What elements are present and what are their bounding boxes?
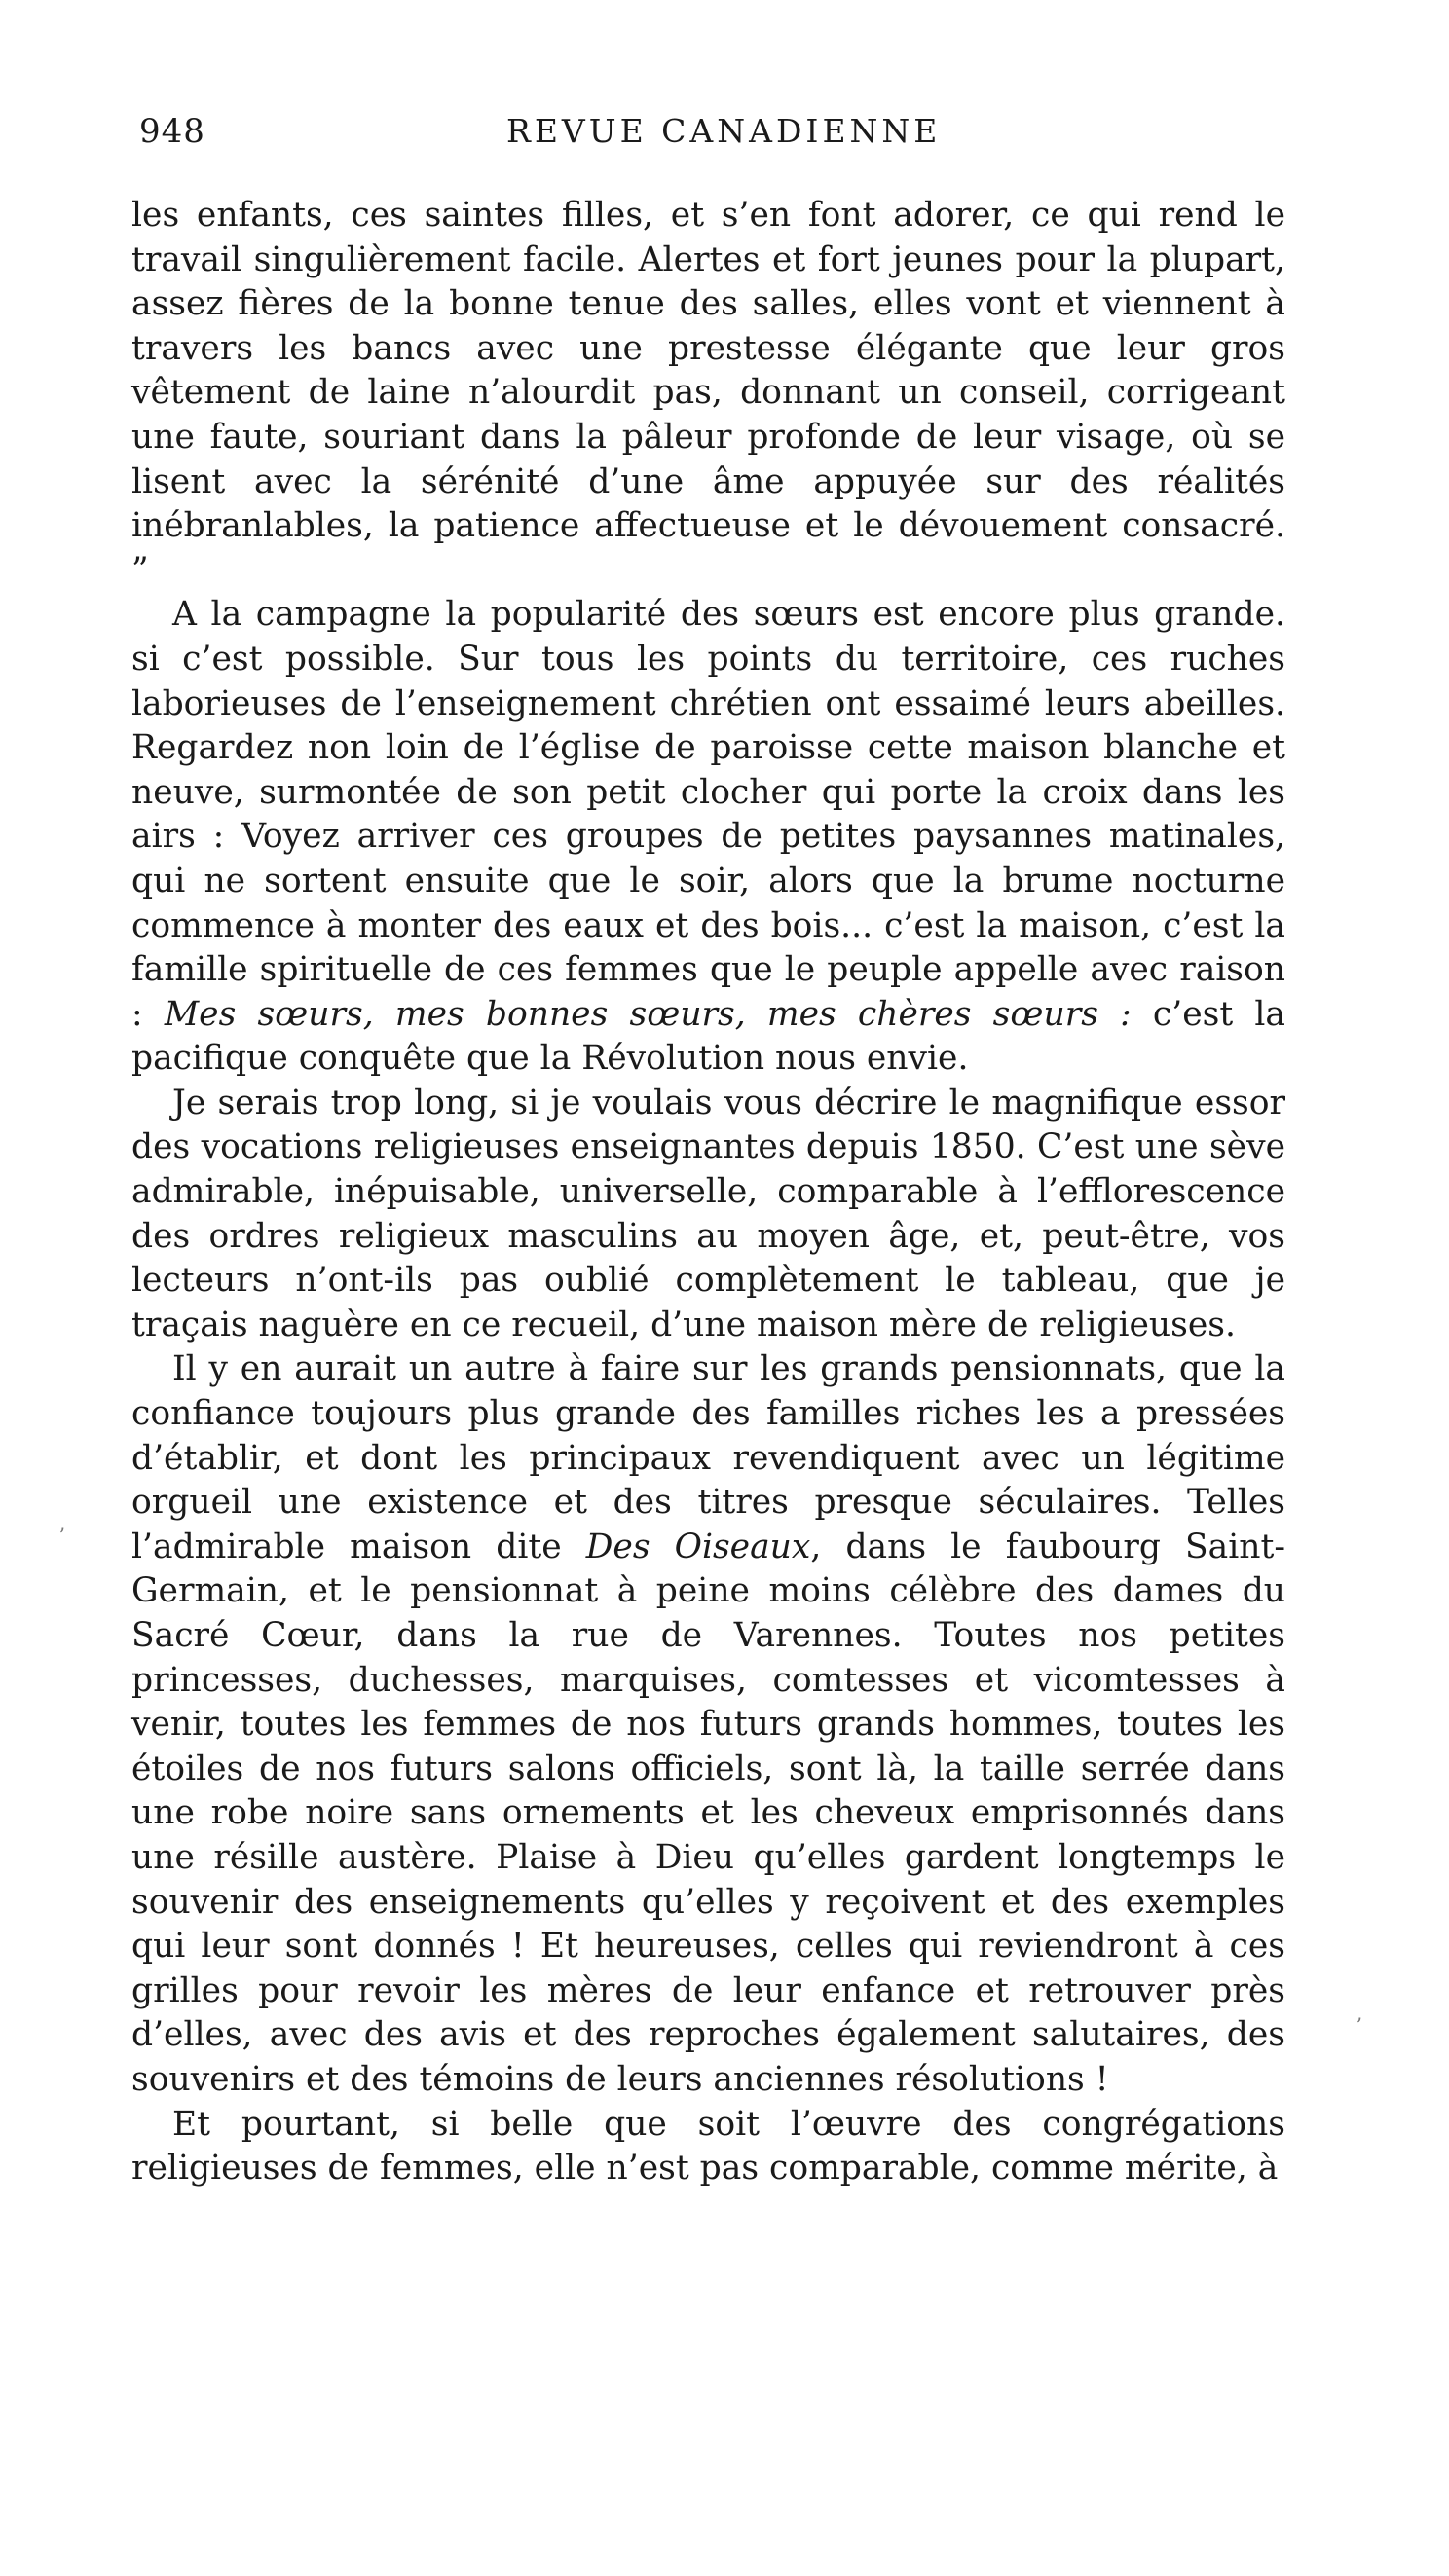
text-run: Je serais trop long, si je voulais vous décrire le magnifique essor des vocations religieuses enseignantes depuis 1850. C’est une sève admirable, inépuisable, universelle, comparable à l’efflorescence des ordres religieux masculins au moyen âge, et, peut-être, vos lecteurs n’ont-ils pas oublié complètement le tableau, que je traçais naguère en ce recueil, d’une maison mère de religieuses.	[131, 1083, 1285, 1344]
text-run: A la campagne la popularité des sœurs est encore plus grande. si c’est possible. Sur tous les points du territoire, ces ruches laborieuses de l’enseignement chrétien ont essaimé leurs abeilles. Regardez non loin de l’église de paroisse cette maison blanche et neuve, surmontée de son petit clocher qui porte la croix dans les airs : Voyez arriver ces groupes de petites paysannes matinales, qui ne sortent ensuite que le soir, alors que la brume nocturne commence à monter des eaux et des bois... c’est la maison, c’est la famille spirituelle de ces femmes que le peuple appelle avec raison :	[131, 595, 1285, 1034]
page	[131, 112, 1285, 2191]
paragraph	[131, 1347, 1285, 2102]
journal-title: REVUE CANADIENNE	[506, 112, 942, 150]
article-body	[131, 194, 1285, 2191]
paragraph	[131, 593, 1285, 1082]
italic-phrase: Mes sœurs, mes bonnes sœurs, mes chères sœurs :	[164, 994, 1132, 1034]
paragraph	[131, 1082, 1285, 1348]
running-header	[131, 112, 1285, 172]
paragraph	[131, 2103, 1285, 2191]
margin-speck: ʼ	[1356, 2013, 1362, 2037]
text-run: les enfants, ces saintes filles, et s’en font adorer, ce qui rend le travail singulièrement facile. Alertes et fort jeunes pour la plupart, assez fières de la bonne tenue des salles, elles vont et viennent à travers les bancs avec une prestesse élégante que leur gros vêtement de laine n’alourdit pas, donnant un conseil, corrigeant une faute, souriant dans la pâleur profonde de leur visage, où se lisent avec la sérénité d’une âme appuyée sur des réalités inébranlables, la patience affectueuse et le dévouement consacré. ”	[131, 196, 1285, 590]
text-run: , dans le faubourg Saint-Germain, et le pensionnat à peine moins célèbre des dames du Sacré Cœur, dans la rue de Varennes. Toutes nos petites princesses, duchesses, marquises, comtesses et vicomtesses à venir, toutes les femmes de nos futurs grands hommes, toutes les étoiles de nos futurs salons officiels, sont là, la taille serrée dans une robe noire sans ornements et les cheveux emprisonnés dans une résille austère. Plaise à Dieu qu’elles gardent longtemps le souvenir des enseignements qu’elles y reçoivent et des exemples qui leur sont donnés ! Et heureuses, celles qui reviendront à ces grilles pour revoir les mères de leur enfance et retrouver près d’elles, avec des avis et des reproches également salutaires, des souvenirs et des témoins de leurs anciennes résolutions !	[131, 1527, 1286, 2099]
text-run: c’est la pacifique conquête que la Révolution nous envie.	[131, 994, 1285, 1079]
text-run: Il y en aurait un autre à faire sur les grands pensionnats, que la confiance toujours plus grande des familles riches les a pressées d’établir, et dont les principaux revendiquent avec un légitime orgueil une existence et des titres presque séculaires. Telles l’admirable maison dite	[131, 1349, 1285, 1566]
margin-speck: ʼ	[58, 1524, 65, 1547]
italic-phrase: Des Oiseaux	[585, 1527, 811, 1566]
page-number: 948	[139, 112, 205, 151]
paragraph	[131, 194, 1285, 593]
text-run: Et pourtant, si belle que soit l’œuvre des congrégations religieuses de femmes, elle n’est pas comparable, comme mérite, à	[131, 2104, 1285, 2189]
